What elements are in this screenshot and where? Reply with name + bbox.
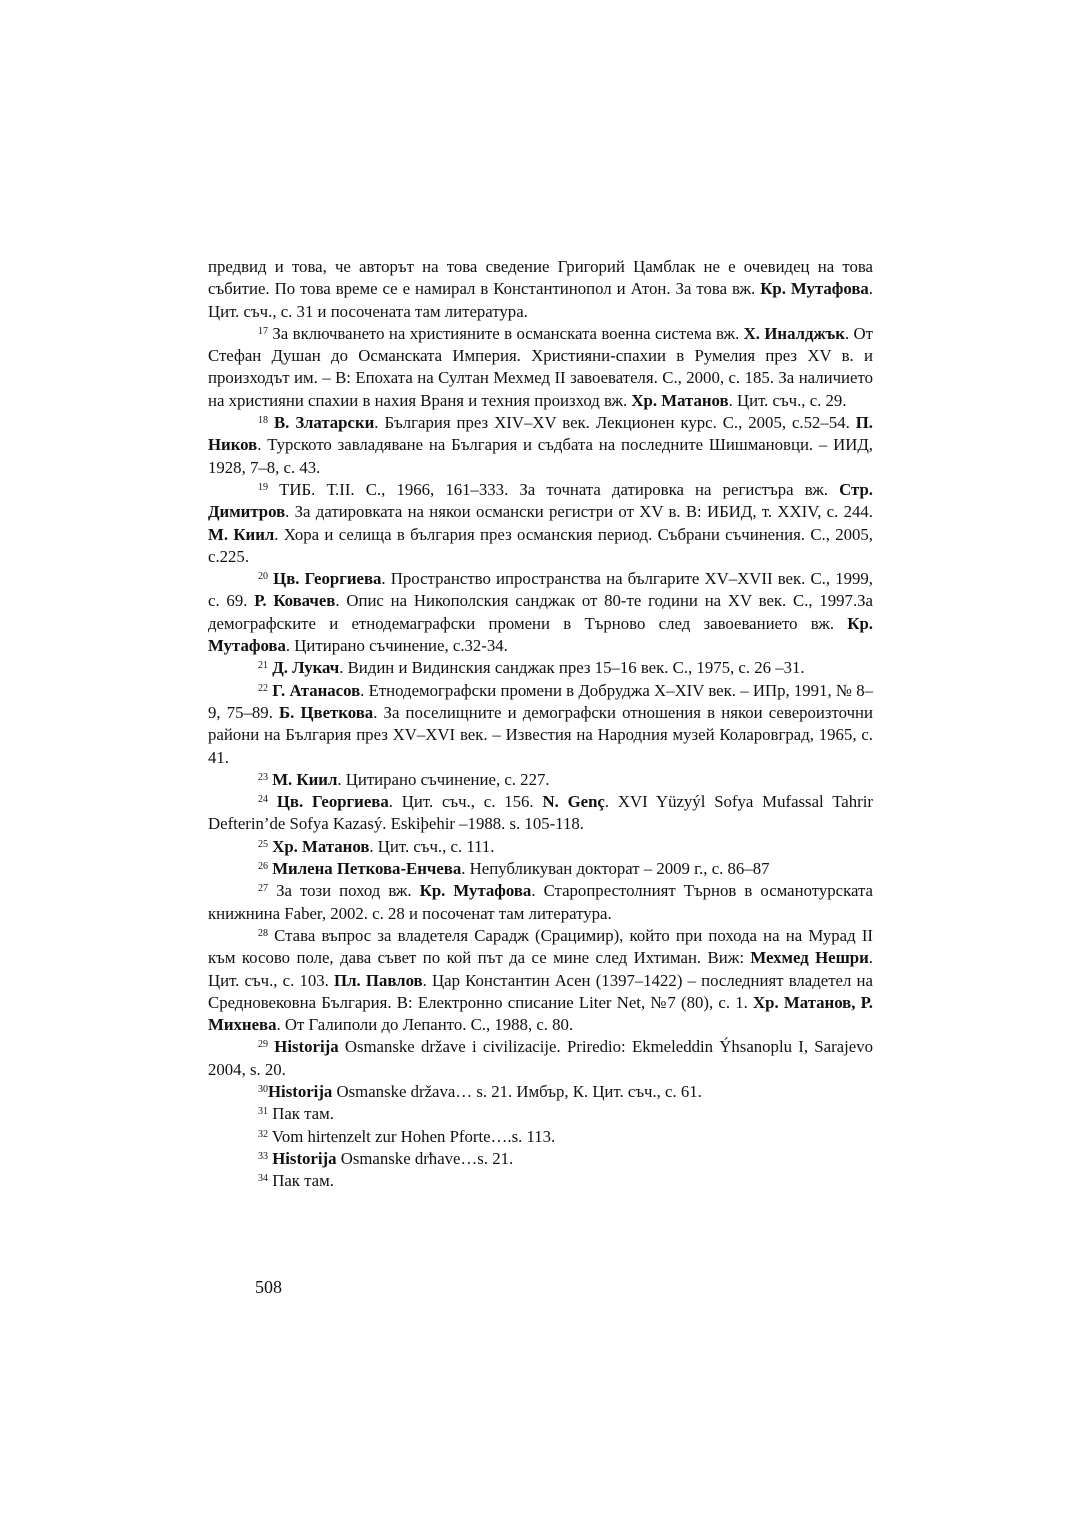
footnote-number: 24	[258, 794, 268, 806]
author-name: Милена Петкова-Енчева	[272, 859, 462, 879]
footnote-text: . От Галиполи до Лепанто. С., 1988, с. 80.	[276, 1015, 574, 1035]
footnote-text: . Старопрестолният Търнов в османотурската книжнина Faber, 2002. с. 28 и посоченат там литература.	[208, 881, 874, 923]
footnote-18	[208, 412, 873, 479]
footnote-text: Osmanske država… s. 21. Имбър, К. Цит. съч., с. 61.	[332, 1081, 702, 1101]
author-name: М. Киил	[208, 524, 275, 544]
footnote-27	[208, 880, 873, 925]
footnote-21	[208, 657, 873, 679]
footnote-number: 31	[258, 1106, 268, 1118]
footnote-19	[208, 479, 873, 568]
footnote-number: 23	[258, 771, 268, 783]
footnote-text: . България през XIV–XV век. Лекционен курс. С., 2005, с.52–54.	[374, 413, 856, 433]
footnote-24	[208, 791, 873, 836]
footnote-number: 20	[258, 571, 268, 583]
author-name: Мехмед Нешри	[750, 948, 869, 968]
footnote-text: . Цитирано съчинение, с. 227.	[337, 769, 550, 789]
footnote-17	[208, 323, 873, 412]
footnote-text: . За датировката на някои османски регистри от XV в. В: ИБИД, т. XXIV, с. 244.	[285, 502, 873, 522]
author-name: Кр. Мутафова	[760, 279, 869, 299]
footnote-number: 33	[258, 1150, 268, 1162]
footnote-number: 17	[258, 325, 268, 337]
footnote-33	[208, 1148, 873, 1170]
footnote-28	[208, 925, 873, 1036]
footnote-number: 21	[258, 660, 268, 672]
footnote-number: 18	[258, 415, 268, 427]
footnote-22	[208, 680, 873, 769]
footnote-text: . Хора и селища в българия през османския период. Събрани съчинения. С., 2005, с.225.	[208, 524, 873, 566]
footnote-text: . Турското завладяване на България и съдбата на последните Шишмановци. – ИИД, 1928, 7–8, с. 43.	[208, 435, 873, 477]
footnote-text: . За поселищните и демографски отношения в някои североизточни райони на България през XV–XVI век. – Известия на Народния музей Коларовград, 1965, с. 41.	[208, 702, 874, 767]
footnote-text: Osmanske države i civilizacije. Priredio: Ekmeleddin Ýhsanoplu I, Sarajevo 2004, s. 20.	[208, 1037, 873, 1079]
footnote-number: 26	[258, 861, 268, 873]
footnote-text: . Цит. съч., с. 111.	[369, 836, 495, 856]
footnote-32	[208, 1126, 873, 1148]
author-name: В. Златарски	[273, 413, 375, 433]
footnote-text: . Цитирано съчинение, с.32-34.	[285, 636, 508, 656]
footnote-number: 29	[258, 1039, 268, 1051]
footnote-29	[208, 1036, 873, 1081]
author-name: Пл. Павлов	[334, 970, 423, 990]
page-number: 508	[255, 1277, 282, 1297]
footnote-text: ТИБ. Т.II. С., 1966, 161–333. За точната датировка на регистъра вж.	[268, 479, 840, 499]
footnote-number: 28	[258, 927, 268, 939]
footnote-text: . Видин и Видинския санджак през 15–16 век. С., 1975, с. 26 –31.	[339, 658, 805, 678]
footnote-text: . Цит. съч., с. 103.	[208, 948, 873, 990]
footnote-20	[208, 568, 873, 657]
author-name: Д. Лукач	[272, 658, 340, 678]
author-name: Цв. Георгиева	[276, 792, 389, 812]
author-name: Г. Атанасов	[272, 680, 361, 700]
footnote-30	[208, 1081, 873, 1103]
footnote-text	[268, 792, 277, 811]
footnote-text: предвид и това, че авторът на това сведение Григорий Цамблак не е очевидец на това събитие. По това време се е намирал в Константинопол и Атон. За това вж.	[208, 257, 873, 299]
footnote-number: 30	[258, 1083, 268, 1095]
footnote-number: 32	[258, 1128, 268, 1140]
footnote-text: . От Стефан Душан до Османската Империя. Християни-спахии в Румелия през XV в. и произходът им. – В: Епохата на Султан Мехмед II завоевателя. С., 2000, с. 185. За наличието на християни спахии в нахия Враня и техния произход вж.	[208, 323, 873, 410]
footnote-text: . XVI Yüzyýl Sofya Mufassal Tahrir Defterin’de Sofya Kazasý. Eskiþehir –1988. s. 105-118.	[208, 792, 873, 834]
footnote-text: . Непубликуван докторат – 2009 г., с. 86–87	[461, 859, 770, 879]
footnotes-block	[208, 256, 873, 1192]
footnote-34	[208, 1170, 873, 1192]
footnote-23	[208, 769, 873, 791]
footnote-text: . Цит. съч., с. 29.	[728, 390, 847, 410]
author-name: Historija	[274, 1037, 339, 1057]
author-name: Хр. Матанов	[272, 836, 370, 856]
author-name: Хр. Матанов	[631, 390, 729, 410]
footnote-text: Vom hirtenzelt zur Hohen Pforte….s. 113.	[268, 1126, 556, 1146]
author-name: Хр. Матанов, Р. Михнева	[208, 992, 873, 1035]
footnote-text: За този поход вж.	[268, 881, 420, 901]
footnote-text: . Цар Константин Асен (1397–1422) – последният владетел на Средновековна България. В: Електронно списание Liter Net, №7 (80), с. 1.	[208, 970, 873, 1012]
author-name: М. Киил	[272, 769, 338, 789]
footnote-25	[208, 836, 873, 858]
footnote-text: . Опис на Никополския санджак от 80-те години на XV век. С., 1997.За демографските и етнодемаграфски промени в Търново след завоеванието вж.	[208, 591, 873, 633]
footnote-text: . Цит. съч., с. 31 и посочената там литература.	[208, 279, 873, 321]
footnote-26	[208, 858, 873, 880]
footnote-text: За включването на християните в османската военна система вж.	[268, 323, 744, 343]
author-name: Historija	[268, 1081, 333, 1101]
footnote-number: 25	[258, 838, 268, 850]
footnote-text: Пак там.	[268, 1104, 334, 1124]
author-name: Б. Цветкова	[279, 702, 374, 722]
author-name: Historija	[272, 1148, 337, 1168]
footnote-number: 34	[258, 1173, 268, 1185]
footnote-number: 27	[258, 883, 268, 895]
footnote-31	[208, 1103, 873, 1125]
author-name: Р. Ковачев	[254, 591, 336, 611]
author-name: Цв. Георгиева	[273, 569, 382, 589]
footnote-text: Пак там.	[268, 1171, 334, 1191]
footnote-continuation	[208, 256, 873, 323]
author-name: N. Genç	[542, 792, 605, 812]
footnote-text: . Пространство ипространства на българите XV–XVII век. С., 1999, с. 69.	[208, 569, 873, 611]
footnote-text: . Етнодемографски промени в Добруджа X–XIV век. – ИПр, 1991, № 8–9, 75–89.	[208, 680, 873, 722]
footnote-number: 22	[258, 682, 268, 694]
footnote-number: 19	[258, 481, 268, 493]
author-name: Х. Иналджък	[743, 323, 845, 343]
footnote-text: Става въпрос за владетеля Сарадж (Срацимир), който при похода на на Мурад II към косово поле, дава съвет по кой път да се мине след Ихтиман. Виж:	[208, 925, 873, 968]
author-name: Кр. Мутафова	[419, 881, 532, 901]
author-name: П. Ников	[208, 413, 873, 455]
author-name: Стр. Димитров	[208, 479, 873, 522]
author-name: Кр. Мутафова	[208, 613, 873, 656]
footnote-text: Osmanske drћave…s. 21.	[336, 1148, 514, 1168]
footnote-text: . Цит. съч., с. 156.	[388, 792, 543, 812]
